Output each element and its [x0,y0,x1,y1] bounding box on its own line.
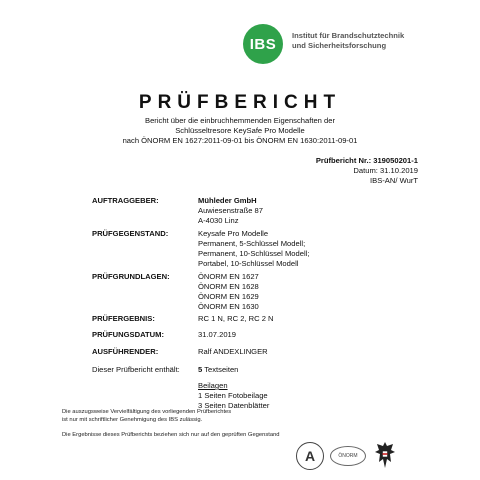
ibs-logo-text: IBS [249,35,277,53]
report-number: Prüfbericht Nr.: 319050201-1 [315,156,418,165]
attachments-block [198,381,269,411]
subject-line: Portabel, 10-Schlüssel Modell [198,259,299,268]
test-date-label: PRÜFUNGSDATUM: [92,330,164,339]
footer-line1: Die auszugsweise Vervielfältigung des vorliegenden Prüfberichtes [62,409,232,415]
accreditation-seal [296,442,324,470]
subtitle-line1: Bericht über die einbruchhemmenden Eigenschaften der [145,116,335,125]
subtitle-line3: nach ÖNORM EN 1627:2011-09-01 bis ÖNORM EN 1630:2011-09-01 [122,136,358,146]
result-value: RC 1 N, RC 2, RC 2 N [198,314,274,323]
basis-label: PRÜFGRUNDLAGEN: [92,272,170,281]
attachments-line: 3 Seiten Datenblätter [198,401,270,410]
standards-seal [330,446,366,466]
contents-label: Dieser Prüfbericht enthält: [92,365,180,374]
document-title: PRÜFBERICHT [138,92,342,113]
basis-line: ÖNORM EN 1628 [198,282,259,291]
client-street: Auwiesenstraße 87 [198,206,264,215]
test-date-value: 31.07.2019 [198,330,237,339]
client-name: Mühleder GmbH [198,196,257,205]
institute-name [292,31,404,51]
contents-count: 5 [198,365,203,374]
footer-disclaimer: Die Ergebnisse dieses Prüfberichts beziehen sich nur auf den geprüften Gegenstand [62,432,280,438]
client-city: A-4030 Linz [198,216,239,225]
accreditation-seal-letter: A [304,448,316,464]
contents-value [198,365,238,375]
result-label: PRÜFERGEBNIS: [92,314,155,323]
basis-value [198,272,259,312]
basis-line: ÖNORM EN 1629 [198,292,259,301]
subject-label: PRÜFGEGENSTAND: [92,229,169,238]
ibs-logo [243,24,283,64]
report-date: Datum: 31.10.2019 [353,166,418,175]
subject-value [198,229,309,269]
basis-line: ÖNORM EN 1627 [198,272,259,281]
executor-label: AUSFÜHRENDER: [92,347,159,356]
subject-line: Keysafe Pro Modelle [198,229,269,238]
institute-line1: Institut für Brandschutztechnik [292,31,405,40]
contents-text: Textseiten [204,365,239,374]
attachments-line: 1 Seiten Fotobeilage [198,391,268,400]
institute-line2: und Sicherheitsforschung [292,41,387,50]
report-reference: IBS-AN/ WurT [370,176,418,185]
austrian-eagle-icon [373,440,397,470]
report-meta [316,156,418,186]
client-label: AUFTRAGGEBER: [92,196,159,205]
document-subtitle [0,116,480,147]
client-value [198,196,263,226]
subject-line: Permanent, 10-Schlüssel Modell; [198,249,310,258]
standards-seal-text: ÖNORM [338,453,358,459]
subtitle-line2: Schlüsseltresore KeySafe Pro Modelle [175,126,305,136]
basis-line: ÖNORM EN 1630 [198,302,259,311]
footer-notice [62,409,231,424]
footer-line2: ist nur mit schriftlicher Genehmigung des IBS zulässig. [62,416,203,423]
executor-value: Ralf ANDEXLINGER [198,347,268,356]
attachments-label: Beilagen [198,381,228,390]
subject-line: Permanent, 5-Schlüssel Modell; [198,239,306,248]
